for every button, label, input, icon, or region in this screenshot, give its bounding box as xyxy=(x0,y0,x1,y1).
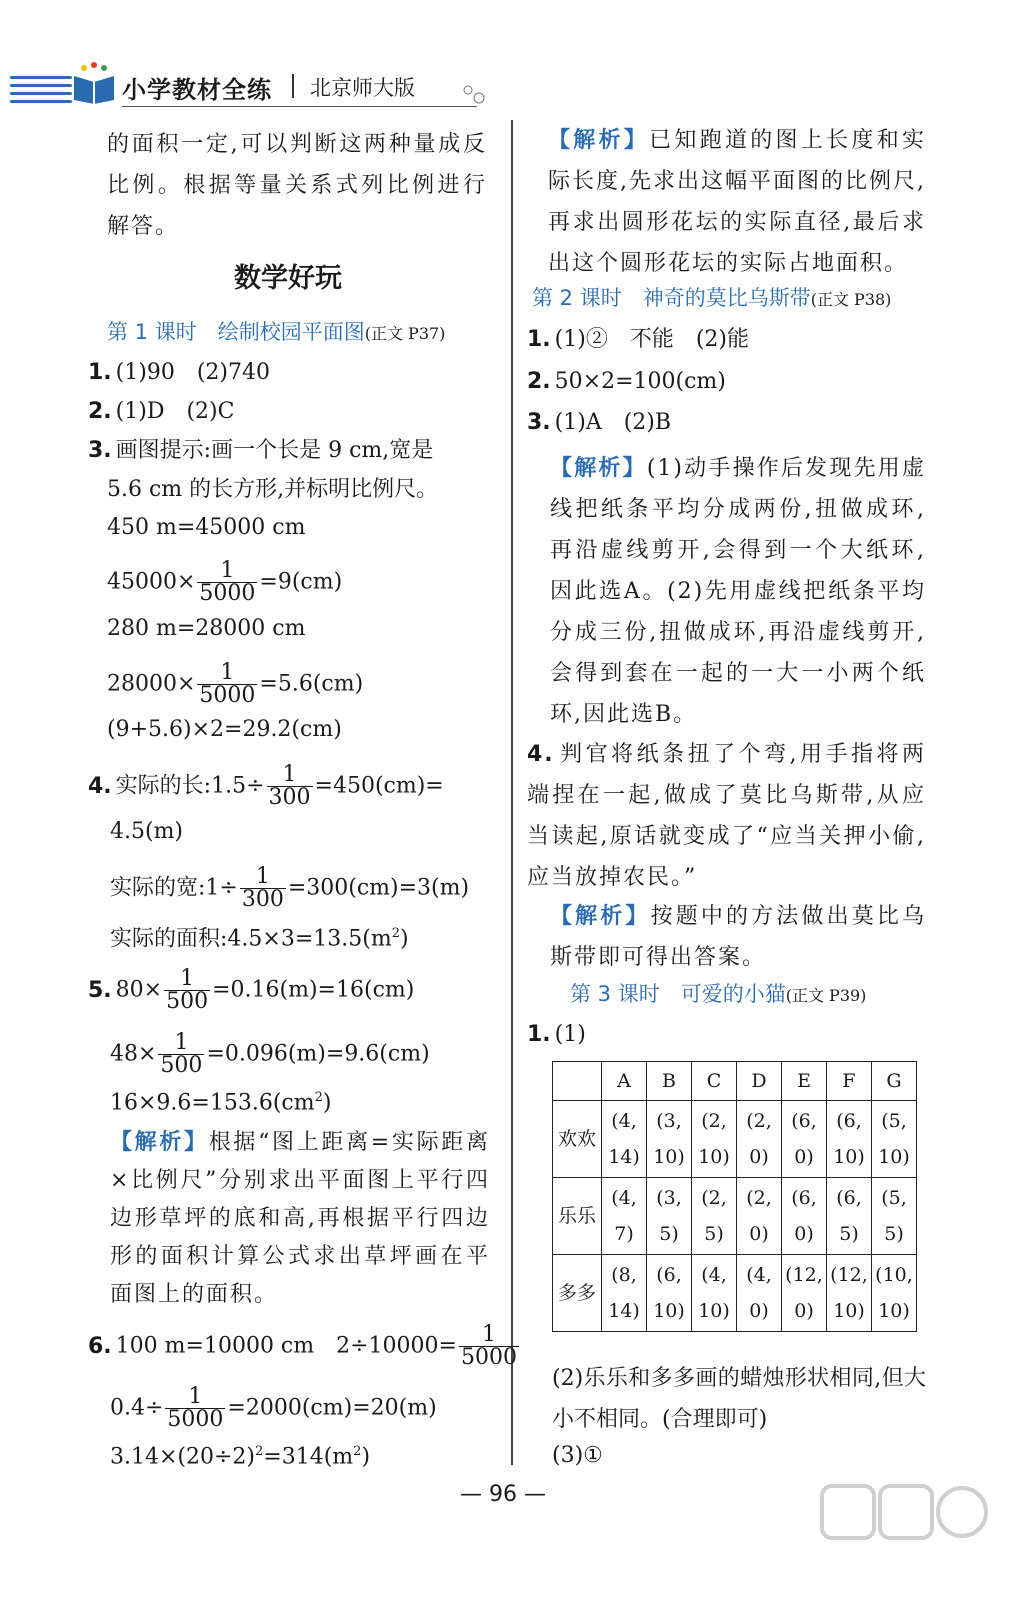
table-col-header: D xyxy=(737,1062,782,1101)
row-label: 欢欢 xyxy=(553,1101,602,1178)
right-q4-analysis xyxy=(550,896,926,978)
intro-text: 的面积一定,可以判断这两种量成反比例。根据等量关系式列比例进行解答。 xyxy=(107,132,487,239)
q4-text-3 xyxy=(110,866,469,911)
lesson2-title: 第 2 课时 神奇的莫比乌斯带 xyxy=(532,286,811,310)
fraction: $\frac{1}{300}$ xyxy=(241,864,284,912)
column-divider xyxy=(511,120,513,1465)
analysis-tag: 【解析】 xyxy=(550,456,647,481)
table-cell: (6, 5) xyxy=(827,1178,872,1255)
q1-number: 1. xyxy=(88,360,112,385)
q3-calc-1: 450 m=45000 cm xyxy=(107,515,306,540)
page-number: — 96 — xyxy=(460,1482,546,1507)
q4-number: 4. xyxy=(88,773,112,799)
q3-calc-2b: =9(cm) xyxy=(259,569,343,595)
lesson2-ref: (正文 P38) xyxy=(810,290,892,309)
q5-text-2: 48× $\frac{1}{500}$ =0.096(m)=9.6(cm) xyxy=(110,1030,430,1078)
lesson3-heading xyxy=(570,980,866,1010)
row-label: 乐乐 xyxy=(553,1178,602,1255)
q5-number: 5. xyxy=(88,977,112,1003)
page-header xyxy=(10,62,490,118)
lesson2-heading xyxy=(532,284,891,314)
coordinates-table xyxy=(552,1061,917,1332)
right-q1: 1. (1)② 不能 (2)能 xyxy=(527,327,749,352)
q3-number: 3. xyxy=(88,438,112,463)
analysis-1-text: 已知跑道的图上长度和实际长度,先求出这幅平面图的比例尺,再求出圆形花坛的实际直径,最后求出这个圆形花坛的实际占地面积。 xyxy=(548,128,926,276)
right-q3: 3. (1)A (2)B xyxy=(527,410,672,435)
table-cell: (8, 14) xyxy=(602,1255,647,1332)
left-q5-line1: 5. 80× $\frac{1}{500}$ =0.16(m)=16(cm) xyxy=(88,966,415,1014)
fraction: $\frac{1}{5000}$ xyxy=(167,1384,224,1432)
fraction: $\frac{1}{500}$ xyxy=(160,1030,203,1078)
q5-analysis-text: 根据“图上距离=实际距离×比例尺”分别求出平面图上平行四边形草坪的底和高,再根据平行四边形的面积计算公式求出草坪画在平面图上的面积。 xyxy=(110,1130,490,1307)
left-q4-line1 xyxy=(88,764,444,809)
q3-text-2: 5.6 cm 的长方形,并标明比例尺。 xyxy=(107,477,439,502)
table-cell: (6, 10) xyxy=(827,1101,872,1178)
right-q4-text: 判官将纸条扭了个弯,用手指将两端捏在一起,做成了莫比乌斯带,从应当读起,原话就变成了“应当关押小偷,应当放掉农民。” xyxy=(527,742,926,890)
table-corner xyxy=(553,1062,602,1101)
table-cell: (2, 0) xyxy=(737,1178,782,1255)
table-cell: (2, 5) xyxy=(692,1178,737,1255)
analysis-1 xyxy=(548,120,926,284)
table-cell: (4, 10) xyxy=(692,1255,737,1332)
fraction: $\frac{1}{500}$ xyxy=(166,966,209,1014)
table-row xyxy=(553,1178,917,1255)
table-cell: (3, 10) xyxy=(647,1101,692,1178)
table-header-row xyxy=(553,1062,917,1101)
right-q3-analysis xyxy=(550,448,926,735)
q6-text-3: $3.14\times(20\div 2)^2=314(m^2)$ xyxy=(110,1444,371,1470)
fraction: $\frac{1}{300}$ xyxy=(268,762,311,810)
left-q1 xyxy=(88,359,270,387)
decoration-icon xyxy=(462,82,488,108)
q2-answer: (1)D (2)C xyxy=(115,399,235,424)
table-cell: (4, 14) xyxy=(602,1101,647,1178)
table-cell: (2, 10) xyxy=(692,1101,737,1178)
watermark xyxy=(812,1478,992,1592)
lesson1-title: 第 1 课时 绘制校园平面图 xyxy=(107,320,365,344)
q3-text-1: 画图提示:画一个长是 9 cm,宽是 xyxy=(115,438,434,463)
q5-text-3: $16\times 9.6=153.6(cm^2)$ xyxy=(110,1090,332,1116)
table-cell: (6, 0) xyxy=(782,1101,827,1178)
table-cell: (4, 0) xyxy=(737,1255,782,1332)
table-cell: (5, 10) xyxy=(872,1101,917,1178)
section-title: 数学好玩 xyxy=(234,263,342,294)
q3-calc-4a: 28000× xyxy=(107,671,196,697)
q2-number: 2. xyxy=(88,399,112,424)
table-col-header: C xyxy=(692,1062,737,1101)
table-cell: (12, 0) xyxy=(782,1255,827,1332)
table-col-header: A xyxy=(602,1062,647,1101)
table-col-header: F xyxy=(827,1062,872,1101)
table-row xyxy=(553,1255,917,1332)
fraction: $\frac{1}{5000}$ xyxy=(199,558,256,606)
analysis-tag: 【解析】 xyxy=(110,1130,209,1155)
right-q3-analysis-text: (1)动手操作后发现先用虚线把纸条平均分成两份,扭做成环,再沿虚线剪开,会得到一个大纸环,因此选A。(2)先用虚线把纸条平均分成三份,扭做成环,再沿虚线剪开,会得到套在一起的一大一小两个纸环,因此选B。 xyxy=(550,456,926,727)
table-cell: (5, 5) xyxy=(872,1178,917,1255)
q4-text-1a: 实际的长:1.5÷ xyxy=(115,773,265,799)
q4-text-1b: =450(cm)= xyxy=(314,773,444,799)
q4-text-4: 实际的面积$:4.5\times 3=13.5(m^2)$ xyxy=(110,926,409,952)
q1-answer: (1)90 (2)740 xyxy=(115,360,270,385)
table-row xyxy=(553,1101,917,1178)
right-q5-part2: (2)乐乐和多多画的蜡烛形状相同,但大小不相同。(合理即可) xyxy=(552,1366,926,1432)
left-q2 xyxy=(88,398,234,426)
left-q6-line1: 6. 100 m=10000 cm 2÷10000= $\frac{1}{5000}$ xyxy=(88,1322,517,1370)
q6-text-2: 0.4÷ $\frac{1}{5000}$ =2000(cm)=20(m) xyxy=(110,1384,437,1432)
right-q4-analysis-text: 按题中的方法做出莫比乌斯带即可得出答案。 xyxy=(550,904,926,970)
q3-calc-5: (9+5.6)×2=29.2(cm) xyxy=(107,717,342,742)
q4-text-3a: 实际的宽:1÷ xyxy=(110,875,238,901)
lesson3-ref: (正文 P39) xyxy=(785,986,867,1005)
brand-title: 小学教材全练 xyxy=(122,76,272,104)
edition-label: 北京师大版 xyxy=(310,76,415,100)
left-q3-line1 xyxy=(88,437,433,465)
q4-text-3b: =300(cm)=3(m) xyxy=(287,875,470,901)
table-col-header: B xyxy=(647,1062,692,1101)
right-q5-part3: (3)① xyxy=(552,1443,603,1468)
table-cell: (6, 0) xyxy=(782,1178,827,1255)
right-q4: 4. 判官将纸条扭了个弯,用手指将两端捏在一起,做成了莫比乌斯带,从应当读起,原话就变成了“应当关押小偷,应当放掉农民。” xyxy=(527,742,926,890)
q3-calc-3: 280 m=28000 cm xyxy=(107,616,306,641)
table-cell: (10, 10) xyxy=(872,1255,917,1332)
q3-calc-4 xyxy=(107,662,363,707)
table-cell: (2, 0) xyxy=(737,1101,782,1178)
lesson3-title: 第 3 课时 可爱的小猫 xyxy=(570,982,786,1006)
q5-analysis xyxy=(110,1124,490,1314)
q4-text-2: 4.5(m) xyxy=(110,819,184,844)
q3-calc-2 xyxy=(107,560,342,605)
q3-calc-4b: =5.6(cm) xyxy=(259,671,364,697)
right-q2: 2. 50×2=100(cm) xyxy=(527,369,726,394)
book-logo-icon xyxy=(70,62,118,106)
lesson1-heading xyxy=(107,318,445,348)
table-col-header: E xyxy=(782,1062,827,1101)
header-lines xyxy=(10,76,72,108)
fraction: $\frac{1}{5000}$ xyxy=(460,1322,517,1370)
lesson1-ref: (正文 P37) xyxy=(364,324,446,343)
analysis-tag: 【解析】 xyxy=(550,904,651,929)
q3-calc-2a: 45000× xyxy=(107,569,196,595)
watermark-logo-icon xyxy=(812,1478,992,1588)
row-label: 多多 xyxy=(553,1255,602,1332)
table-cell: (12, 10) xyxy=(827,1255,872,1332)
table-col-header: G xyxy=(872,1062,917,1101)
q6-number: 6. xyxy=(88,1333,112,1359)
right-q5: 1. (1) xyxy=(527,1022,586,1047)
header-separator xyxy=(292,74,294,98)
table-cell: (6, 10) xyxy=(647,1255,692,1332)
analysis-tag: 【解析】 xyxy=(548,128,650,153)
table-cell: (4, 7) xyxy=(602,1178,647,1255)
fraction: $\frac{1}{5000}$ xyxy=(199,660,256,708)
table-cell: (3, 5) xyxy=(647,1178,692,1255)
header-rule xyxy=(122,106,477,107)
